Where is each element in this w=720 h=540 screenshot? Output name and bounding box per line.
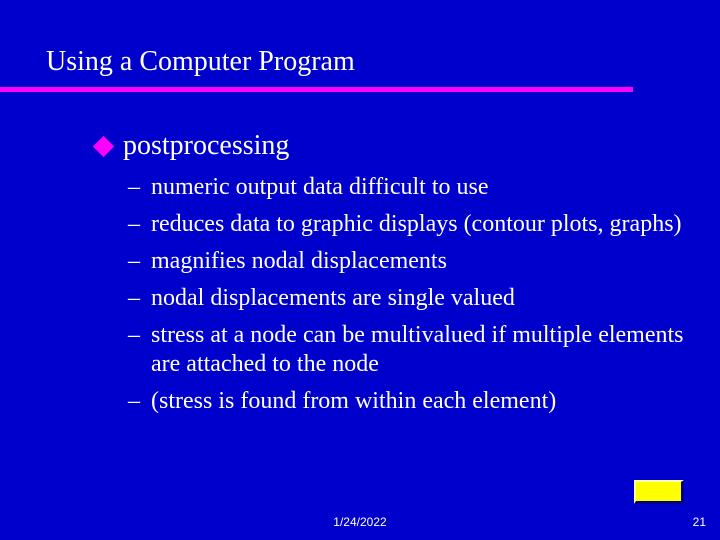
sub-bullet-item	[128, 387, 708, 416]
sub-bullet-text: nodal displacements are single valued	[151, 285, 515, 311]
sub-bullet-item	[128, 210, 708, 239]
sub-bullet-item	[128, 173, 708, 202]
bullet-item	[92, 128, 289, 164]
sub-bullet-dash: –	[128, 174, 140, 200]
bullet-text: postprocessing	[123, 130, 290, 161]
sub-bullet-dash: –	[128, 388, 140, 414]
sub-bullet-list	[128, 173, 708, 424]
sub-bullet-dash: –	[128, 248, 140, 274]
sub-bullet-item	[128, 284, 708, 313]
footer-date: 1/24/2022	[333, 515, 387, 529]
sub-bullet-text: reduces data to graphic displays (contour plots, graphs)	[151, 211, 682, 237]
diamond-bullet-icon	[93, 135, 114, 156]
sub-bullet-item	[128, 321, 708, 379]
sub-bullet-text: numeric output data difficult to use	[151, 174, 489, 200]
slide-nav-button[interactable]	[634, 480, 684, 504]
sub-bullet-text: stress at a node can be multivalued if multiple elements are attached to the node	[151, 322, 684, 377]
sub-bullet-item	[128, 247, 708, 276]
sub-bullet-dash: –	[128, 285, 140, 311]
sub-bullet-dash: –	[128, 322, 140, 348]
sub-bullet-text: magnifies nodal displacements	[151, 248, 447, 274]
page-number: 21	[692, 515, 706, 529]
slide-title: Using a Computer Program	[46, 46, 355, 77]
sub-bullet-dash: –	[128, 211, 140, 237]
sub-bullet-text: (stress is found from within each element)	[151, 388, 557, 414]
title-underline	[0, 87, 633, 92]
